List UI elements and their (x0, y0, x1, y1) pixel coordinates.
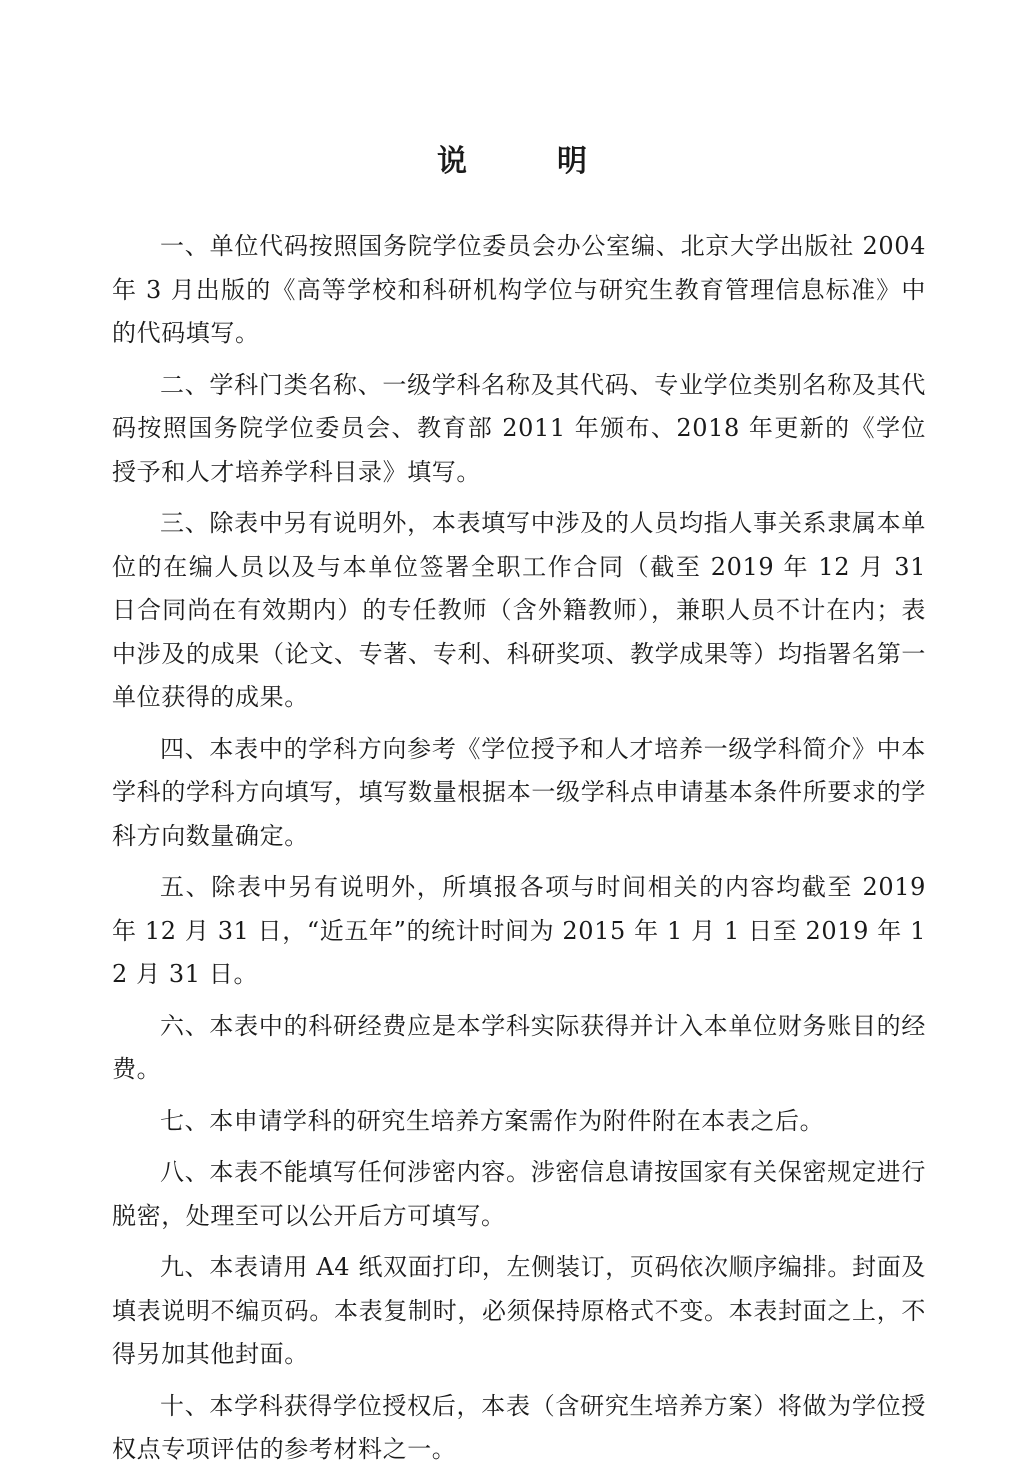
instruction-item-4: 四、本表中的学科方向参考《学位授予和人才培养一级学科简介》中本学科的学科方向填写，填写数量根据本一级学科点申请基本条件所要求的学科方向数量确定。 (112, 734, 926, 850)
instruction-item-9: 九、本表请用 A4 纸双面打印，左侧装订，页码依次顺序编排。封面及填表说明不编页码。本表复制时，必须保持原格式不变。本表封面之上，不得另加其他封面。 (112, 1253, 926, 1368)
instruction-item-5: 五、除表中另有说明外，所填报各项与时间相关的内容均截至 2019 年 12 月 31 日，“近五年”的统计时间为 2015 年 1 月 1 日至 2019 年 12 月 31 日。 (112, 873, 926, 988)
instructions-body (112, 225, 926, 1480)
instruction-item-2: 二、学科门类名称、一级学科名称及其代码、专业学位类别名称及其代码按照国务院学位委员会、教育部 2011 年颁布、2018 年更新的《学位授予和人才培养学科目录》填写。 (112, 370, 926, 486)
page-title: 说 明 (437, 144, 617, 179)
instruction-item-6: 六、本表中的科研经费应是本学科实际获得并计入本单位财务账目的经费。 (112, 1011, 926, 1083)
instruction-item-3: 三、除表中另有说明外，本表填写中涉及的人员均指人事关系隶属本单位的在编人员以及与本单位签署全职工作合同（截至 2019 年 12 月 31 日合同尚在有效期内）的专任教师（含外籍教师），兼职人员不计在内；表中涉及的成果（论文、专著、专利、科研奖项、教学成果等）均指署名第一单位获得的成果。 (112, 509, 926, 711)
instruction-item-7: 七、本申请学科的研究生培养方案需作为附件附在本表之后。 (160, 1106, 825, 1135)
instruction-item-1: 一、单位代码按照国务院学位委员会办公室编、北京大学出版社 2004 年 3 月出版的《高等学校和科研机构学位与研究生教育管理信息标准》中的代码填写。 (112, 232, 926, 347)
instruction-item-8: 八、本表不能填写任何涉密内容。涉密信息请按国家有关保密规定进行脱密，处理至可以公开后方可填写。 (112, 1158, 926, 1230)
instruction-item-10: 十、本学科获得学位授权后，本表（含研究生培养方案）将做为学位授权点专项评估的参考材料之一。 (112, 1391, 926, 1463)
